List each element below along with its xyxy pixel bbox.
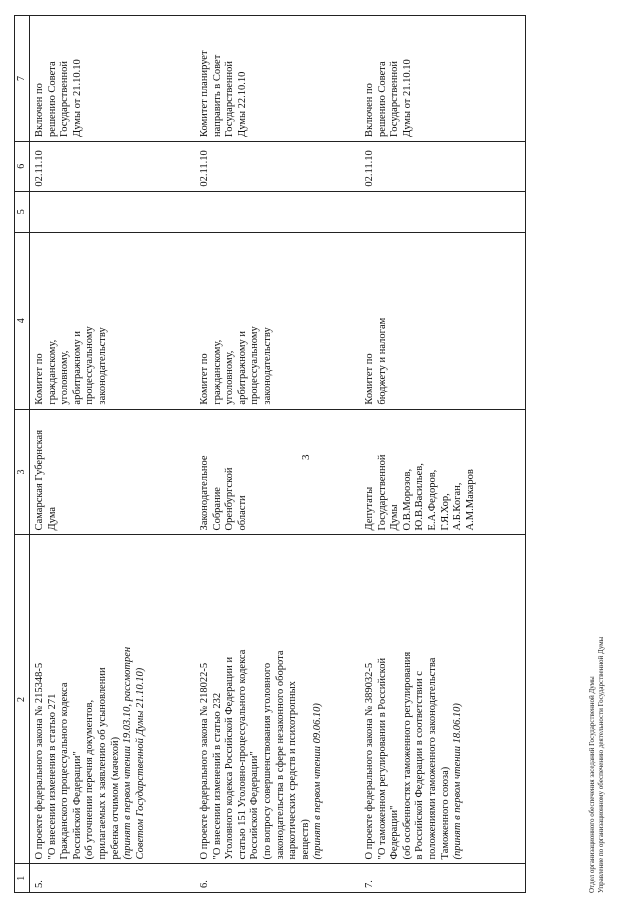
- initiator-line: А.М.Макаров: [464, 469, 476, 531]
- initiator: [360, 409, 526, 535]
- reading-note: (принят в первом чтении 09.06.10): [312, 703, 324, 860]
- title-line: Уголовного кодекса Российской Федерации и: [224, 656, 236, 860]
- title-line: прилагаемых к заявлению об усыновлении: [96, 667, 108, 860]
- status-line: Государственной: [59, 61, 71, 137]
- initiator-line: Ю.В.Васильев,: [414, 463, 426, 531]
- col5-cell: [360, 191, 526, 232]
- col5-cell: [195, 191, 360, 232]
- initiator-line: Законодательное: [199, 455, 210, 531]
- status-line: Думы от 21.10.10: [401, 59, 413, 137]
- footer: [588, 637, 606, 893]
- table-row: [360, 16, 526, 893]
- footer-line: Отдел организационного обеспечения заседаний Государственной Думы: [588, 676, 596, 893]
- initiator-line: О.В.Морозов,: [401, 468, 413, 531]
- initiator-line: Г.Я.Хор,: [439, 493, 451, 531]
- status-line: Думы 22.10.10: [236, 71, 248, 137]
- committee: [195, 232, 360, 409]
- title-line: (об уточнении перечня документов,: [84, 699, 96, 860]
- status-line: Государственной: [389, 61, 401, 137]
- initiator-line: Думы: [389, 504, 401, 531]
- committee-line: Комитет по: [364, 353, 375, 405]
- bill-title: [30, 535, 196, 864]
- initiator-line: области: [236, 495, 248, 531]
- page-number: 3: [300, 454, 312, 460]
- initiator-line: Собрание: [211, 487, 223, 531]
- initiator-line: Оренбургской: [224, 467, 236, 531]
- reading-note: (принят в первом чтении 19.03.10, рассмотрен: [122, 646, 134, 860]
- committee-line: арбитражному и: [71, 331, 83, 405]
- committee-line: бюджету и налогам: [376, 317, 388, 405]
- committee-line: уголовному,: [224, 350, 236, 405]
- initiator-line: Депутаты: [364, 486, 375, 531]
- column-number-row: [15, 16, 30, 893]
- title-line: Гражданского процессуального кодекса: [59, 682, 71, 860]
- table-row: [30, 16, 196, 893]
- initiator: [195, 409, 360, 535]
- date-cell: 02.11.10: [195, 141, 360, 191]
- date-cell: 02.11.10: [30, 141, 196, 191]
- committee-line: Комитет по: [34, 353, 45, 405]
- initiator-line: Дума: [46, 506, 58, 531]
- title-line: "О внесении изменения в статью 271: [46, 693, 58, 860]
- title-line: в Российской Федерации в соответствии с: [414, 671, 426, 860]
- committee-line: Комитет по: [199, 353, 210, 405]
- footer-line: Управление по организационному обеспечению деятельности Государственной Думы: [596, 636, 605, 893]
- title-line: веществ): [299, 819, 311, 860]
- title-line: Таможенного союза): [439, 766, 451, 860]
- row-number: 5.: [30, 864, 196, 893]
- status-line: Комитет планирует: [199, 50, 210, 137]
- status-line: Включен по: [34, 83, 45, 137]
- status-line: Включен по: [364, 83, 375, 137]
- committee: [360, 232, 526, 409]
- title-line: Российской Федерации": [71, 751, 83, 860]
- status-line: Государственной: [224, 61, 236, 137]
- status-line: Думы от 21.10.10: [71, 59, 83, 137]
- row-number: 6.: [195, 864, 360, 893]
- committee-line: гражданскому,: [211, 339, 223, 405]
- col-header-3: 3: [15, 409, 30, 535]
- title-line: законодательства в сфере незаконного оборота: [274, 650, 286, 860]
- title-line: (по вопросу совершенствования уголовного: [261, 662, 273, 860]
- agenda-table: [14, 15, 526, 893]
- title-line: О проекте федерального закона № 389032-5: [364, 662, 375, 860]
- title-line: О проекте федерального закона № 218022-5: [199, 662, 210, 860]
- col-header-7: 7: [15, 16, 30, 142]
- initiator: [30, 409, 196, 535]
- committee-line: процессуальному: [84, 326, 96, 405]
- status-line: решению Совета: [46, 61, 58, 137]
- committee-line: законодательству: [96, 327, 108, 405]
- committee-line: законодательству: [261, 327, 273, 405]
- initiator-line: Государственной: [376, 454, 388, 531]
- title-line: Российской Федерации": [249, 751, 261, 860]
- title-line: (об особенностях таможенного регулирования: [401, 651, 413, 860]
- table-row: [195, 16, 360, 893]
- committee: [30, 232, 196, 409]
- col5-cell: [30, 191, 196, 232]
- col-header-2: 2: [15, 535, 30, 864]
- initiator-line: А.Б.Коган,: [452, 482, 464, 531]
- reading-note: (принят в первом чтении 18.06.10): [452, 703, 464, 860]
- col-header-4: 4: [15, 232, 30, 409]
- title-line: Федерации": [389, 805, 401, 860]
- col-header-1: 1: [15, 864, 30, 893]
- title-line: "О таможенном регулировании в Российской: [376, 657, 388, 860]
- status-line: направить в Совет: [211, 54, 223, 137]
- status: [195, 16, 360, 142]
- bill-title: [195, 535, 360, 864]
- committee-line: арбитражному и: [236, 331, 248, 405]
- committee-line: уголовному,: [59, 350, 71, 405]
- committee-line: гражданскому,: [46, 339, 58, 405]
- status: [360, 16, 526, 142]
- title-line: статью 151 Уголовно-процессуального кодекса: [236, 649, 248, 860]
- title-line: положениями таможенного законодательства: [426, 657, 438, 860]
- title-line: наркотических средств и психотропных: [287, 681, 299, 860]
- committee-line: процессуальному: [249, 326, 261, 405]
- col-header-5: 5: [15, 191, 30, 232]
- bill-title: [360, 535, 526, 864]
- date-cell: 02.11.10: [360, 141, 526, 191]
- title-line: О проекте федерального закона № 215348-5: [34, 662, 45, 860]
- initiator-line: Е.А.Федоров,: [426, 469, 438, 531]
- status-line: решению Совета: [376, 61, 388, 137]
- status: [30, 16, 196, 142]
- row-number: 7.: [360, 864, 526, 893]
- title-line: "О внесении изменений в статью 232: [211, 692, 223, 860]
- title-line: ребенка отчимом (мачехой): [109, 736, 121, 860]
- col-header-6: 6: [15, 141, 30, 191]
- reading-note: Советом Государственной Думы 21.10.10): [134, 667, 146, 860]
- initiator-line: Самарская Губернская: [34, 429, 45, 531]
